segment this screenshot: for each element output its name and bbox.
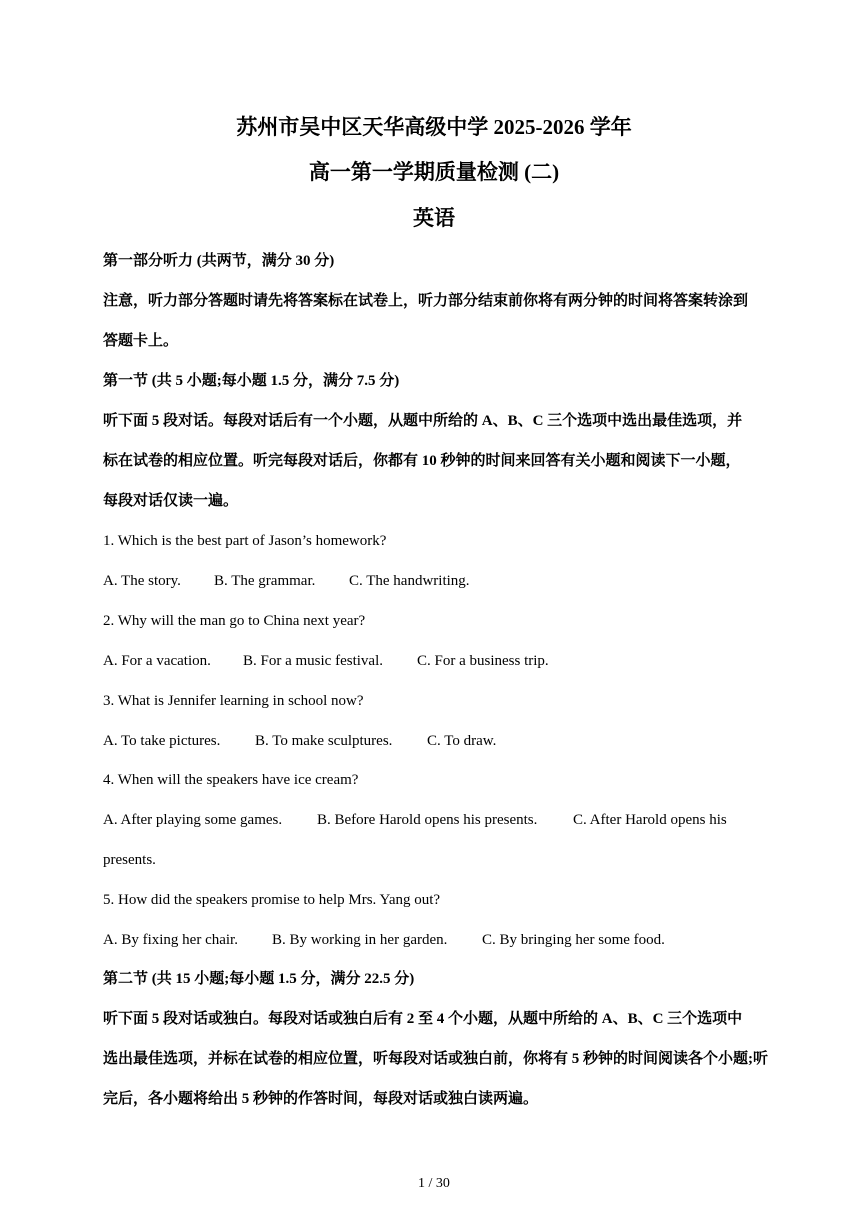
option-a: A. To take pictures.	[103, 733, 221, 749]
page-indicator: 1 / 30	[418, 1176, 450, 1191]
section2-heading: 第二节 (共 15 小题;每小题 1.5 分，满分 22.5 分)	[103, 971, 415, 987]
school-title: 苏州市吴中区天华高级中学 2025-2026 学年	[236, 115, 632, 139]
option-b: B. For a music festival.	[243, 653, 383, 669]
exam-title: 高一第一学期质量检测 (二)	[308, 160, 560, 184]
subject-title: 英语	[413, 206, 455, 230]
question-4-options	[103, 810, 793, 830]
option-b: B. Before Harold opens his presents.	[317, 812, 538, 828]
option-c: C. By bringing her some food.	[482, 932, 665, 948]
option-a: A. After playing some games.	[103, 812, 283, 828]
part1-notice-line-1: 注意，听力部分答题时请先将答案标在试卷上，听力部分结束前你将有两分钟的时间将答案转涂到	[103, 293, 749, 309]
option-b: B. By working in her garden.	[272, 932, 448, 948]
part1-heading: 第一部分听力 (共两节，满分 30 分)	[103, 253, 335, 269]
question-5-options	[103, 930, 793, 950]
question-4-option-c-continuation: presents.	[103, 852, 156, 868]
question-3-options	[103, 731, 793, 751]
option-c: C. After Harold opens his	[573, 812, 727, 828]
option-b: B. The grammar.	[214, 573, 316, 589]
option-b: B. To make sculptures.	[255, 733, 393, 749]
section1-heading: 第一节 (共 5 小题;每小题 1.5 分，满分 7.5 分)	[103, 373, 400, 389]
section2-instruction-line-2: 选出最佳选项，并标在试卷的相应位置，听每段对话或独白前，你将有 5 秒钟的时间阅读各个小题;听	[103, 1051, 768, 1067]
option-a: A. For a vacation.	[103, 653, 211, 669]
question-5-stem: 5. How did the speakers promise to help Mrs. Yang out?	[103, 892, 441, 908]
question-3-stem: 3. What is Jennifer learning in school now?	[103, 693, 364, 709]
option-c: C. The handwriting.	[349, 573, 470, 589]
part1-notice-line-2: 答题卡上。	[103, 333, 179, 349]
option-a: A. By fixing her chair.	[103, 932, 238, 948]
option-c: C. For a business trip.	[417, 653, 549, 669]
section1-instruction-line-2: 标在试卷的相应位置。听完每段对话后，你都有 10 秒钟的时间来回答有关小题和阅读下一小题，	[103, 453, 741, 469]
option-a: A. The story.	[103, 573, 181, 589]
question-1-stem: 1. Which is the best part of Jason’s homework?	[103, 533, 387, 549]
section1-instruction-line-1: 听下面 5 段对话。每段对话后有一个小题，从题中所给的 A、B、C 三个选项中选出最佳选项，并	[103, 413, 743, 429]
question-2-options	[103, 651, 793, 671]
option-c: C. To draw.	[427, 733, 497, 749]
question-2-stem: 2. Why will the man go to China next year?	[103, 613, 366, 629]
question-4-stem: 4. When will the speakers have ice cream?	[103, 772, 359, 788]
question-1-options	[103, 571, 793, 591]
section2-instruction-line-3: 完后，各小题将给出 5 秒钟的作答时间，每段对话或独白读两遍。	[103, 1091, 539, 1107]
section2-instruction-line-1: 听下面 5 段对话或独白。每段对话或独白后有 2 至 4 个小题，从题中所给的 A、B、C 三个选项中	[103, 1011, 743, 1027]
section1-instruction-line-3: 每段对话仅读一遍。	[103, 493, 239, 509]
